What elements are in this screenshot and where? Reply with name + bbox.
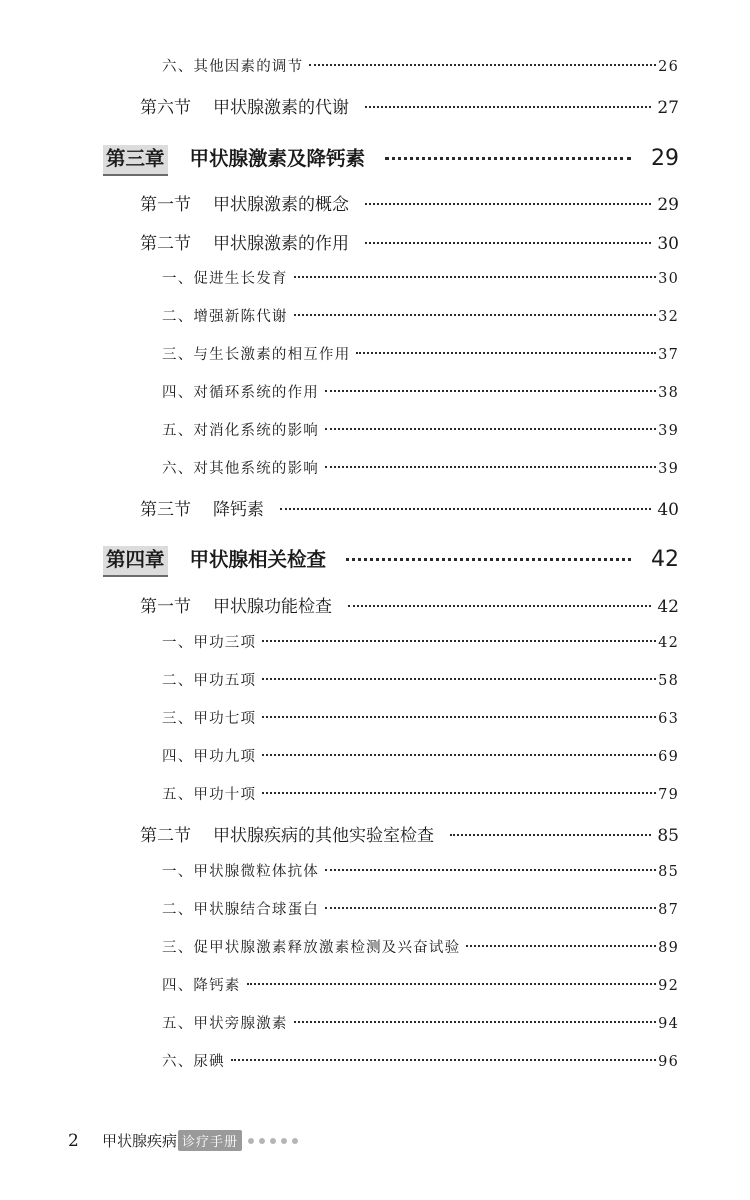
page-footer — [68, 1130, 298, 1151]
section-title: 降钙素 — [213, 500, 264, 520]
toc-entry[interactable] — [140, 821, 679, 846]
toc-entry[interactable] — [162, 936, 679, 957]
dot-leader — [325, 465, 656, 468]
toc-entry[interactable] — [162, 381, 679, 402]
toc-entry[interactable] — [162, 631, 679, 652]
entry-label: 三、与生长激素的相互作用 — [162, 347, 351, 363]
dot-leader — [247, 982, 657, 985]
dot-leader — [325, 868, 656, 871]
toc-entry[interactable] — [162, 1012, 679, 1033]
dot-leader — [385, 156, 631, 160]
entry-page: 87 — [658, 902, 679, 918]
toc-entry[interactable] — [162, 419, 679, 440]
entry-label: 六、其他因素的调节 — [162, 59, 304, 75]
toc-entry[interactable] — [162, 707, 679, 728]
entry-page: 42 — [651, 547, 679, 572]
dot-leader — [294, 1020, 657, 1023]
entry-label: 三、甲功七项 — [162, 711, 257, 727]
entry-page: 42 — [657, 597, 679, 617]
entry-page: 69 — [658, 749, 679, 765]
dot-leader — [356, 351, 656, 354]
chapter-number: 第三章 — [103, 145, 168, 176]
toc-entry[interactable] — [162, 974, 679, 995]
entry-label: 四、对循环系统的作用 — [162, 385, 319, 401]
section-title: 甲状腺激素的作用 — [213, 234, 349, 254]
decorative-dots-icon — [248, 1138, 298, 1144]
entry-page: 85 — [658, 864, 679, 880]
section-number: 第三节 — [140, 500, 191, 520]
toc-entry[interactable] — [140, 592, 679, 617]
toc-chapter-entry[interactable] — [103, 143, 679, 176]
dot-leader — [325, 427, 656, 430]
dot-leader — [325, 389, 656, 392]
entry-page: 42 — [658, 635, 679, 651]
entry-page: 96 — [658, 1054, 679, 1070]
section-number: 第二节 — [140, 826, 191, 846]
toc-entry[interactable] — [162, 745, 679, 766]
toc-chapter-entry[interactable] — [103, 544, 679, 577]
entry-label: 五、对消化系统的影响 — [162, 423, 319, 439]
entry-page: 94 — [658, 1016, 679, 1032]
entry-label: 一、促进生长发育 — [162, 271, 288, 287]
toc-entry[interactable] — [162, 457, 679, 478]
dot-leader — [280, 507, 651, 510]
entry-page: 63 — [658, 711, 679, 727]
toc-entry[interactable] — [162, 783, 679, 804]
entry-label: 四、降钙素 — [162, 978, 241, 994]
entry-label: 二、增强新陈代谢 — [162, 309, 288, 325]
section-title: 甲状腺激素的代谢 — [213, 98, 349, 118]
dot-leader — [262, 639, 656, 642]
section-title: 甲状腺疾病的其他实验室检查 — [213, 826, 434, 846]
toc-entry[interactable] — [162, 669, 679, 690]
section-number: 第一节 — [140, 597, 191, 617]
chapter-title: 甲状腺激素及降钙素 — [189, 147, 366, 170]
entry-label: 六、对其他系统的影响 — [162, 461, 319, 477]
entry-label: 四、甲功九项 — [162, 749, 257, 765]
entry-page: 39 — [658, 461, 679, 477]
toc-entry[interactable] — [162, 343, 679, 364]
toc-entry[interactable] — [140, 495, 679, 520]
entry-page: 29 — [657, 195, 679, 215]
toc-entry[interactable] — [162, 860, 679, 881]
entry-label: 一、甲功三项 — [162, 635, 257, 651]
dot-leader — [450, 833, 651, 836]
dot-leader — [346, 557, 631, 561]
dot-leader — [365, 241, 651, 244]
entry-label: 五、甲功十项 — [162, 787, 257, 803]
chapter-number: 第四章 — [103, 546, 168, 577]
entry-page: 30 — [657, 234, 679, 254]
book-tag: 诊疗手册 — [178, 1130, 242, 1151]
chapter-title: 甲状腺相关检查 — [189, 548, 327, 571]
section-title: 甲状腺功能检查 — [213, 597, 332, 617]
entry-page: 32 — [658, 309, 679, 325]
dot-leader — [365, 105, 651, 108]
entry-page: 37 — [658, 347, 679, 363]
entry-page: 85 — [657, 826, 679, 846]
toc-entry[interactable] — [140, 229, 679, 254]
dot-leader — [466, 944, 656, 947]
toc-entry[interactable] — [162, 305, 679, 326]
toc-entry[interactable] — [162, 55, 679, 76]
dot-leader — [262, 677, 656, 680]
dot-leader — [294, 313, 657, 316]
entry-page: 29 — [651, 146, 679, 171]
entry-page: 30 — [658, 271, 679, 287]
entry-page: 40 — [657, 500, 679, 520]
toc-entry[interactable] — [162, 1050, 679, 1071]
dot-leader — [365, 202, 651, 205]
dot-leader — [231, 1058, 656, 1061]
entry-page: 89 — [658, 940, 679, 956]
dot-leader — [325, 906, 656, 909]
toc-entry[interactable] — [140, 93, 679, 118]
dot-leader — [262, 753, 656, 756]
dot-leader — [348, 604, 651, 607]
toc-entry[interactable] — [162, 898, 679, 919]
dot-leader — [294, 275, 657, 278]
entry-label: 三、促甲状腺激素释放激素检测及兴奋试验 — [162, 940, 461, 956]
entry-page: 92 — [658, 978, 679, 994]
section-title: 甲状腺激素的概念 — [213, 195, 349, 215]
entry-page: 39 — [658, 423, 679, 439]
entry-page: 27 — [657, 98, 679, 118]
entry-page: 26 — [658, 59, 679, 75]
entry-label: 六、尿碘 — [162, 1054, 225, 1070]
entry-label: 一、甲状腺微粒体抗体 — [162, 864, 319, 880]
book-title: 甲状腺疾病 — [102, 1132, 178, 1150]
entry-label: 二、甲状腺结合球蛋白 — [162, 902, 319, 918]
entry-label: 二、甲功五项 — [162, 673, 257, 689]
entry-label: 五、甲状旁腺激素 — [162, 1016, 288, 1032]
section-number: 第六节 — [140, 98, 191, 118]
toc-entry[interactable] — [140, 190, 679, 215]
dot-leader — [262, 715, 656, 718]
dot-leader — [262, 791, 656, 794]
dot-leader — [309, 63, 656, 66]
toc-entry[interactable] — [162, 267, 679, 288]
section-number: 第二节 — [140, 234, 191, 254]
section-number: 第一节 — [140, 195, 191, 215]
entry-page: 58 — [658, 673, 679, 689]
entry-page: 38 — [658, 385, 679, 401]
page-number: 2 — [68, 1130, 79, 1151]
entry-page: 79 — [658, 787, 679, 803]
